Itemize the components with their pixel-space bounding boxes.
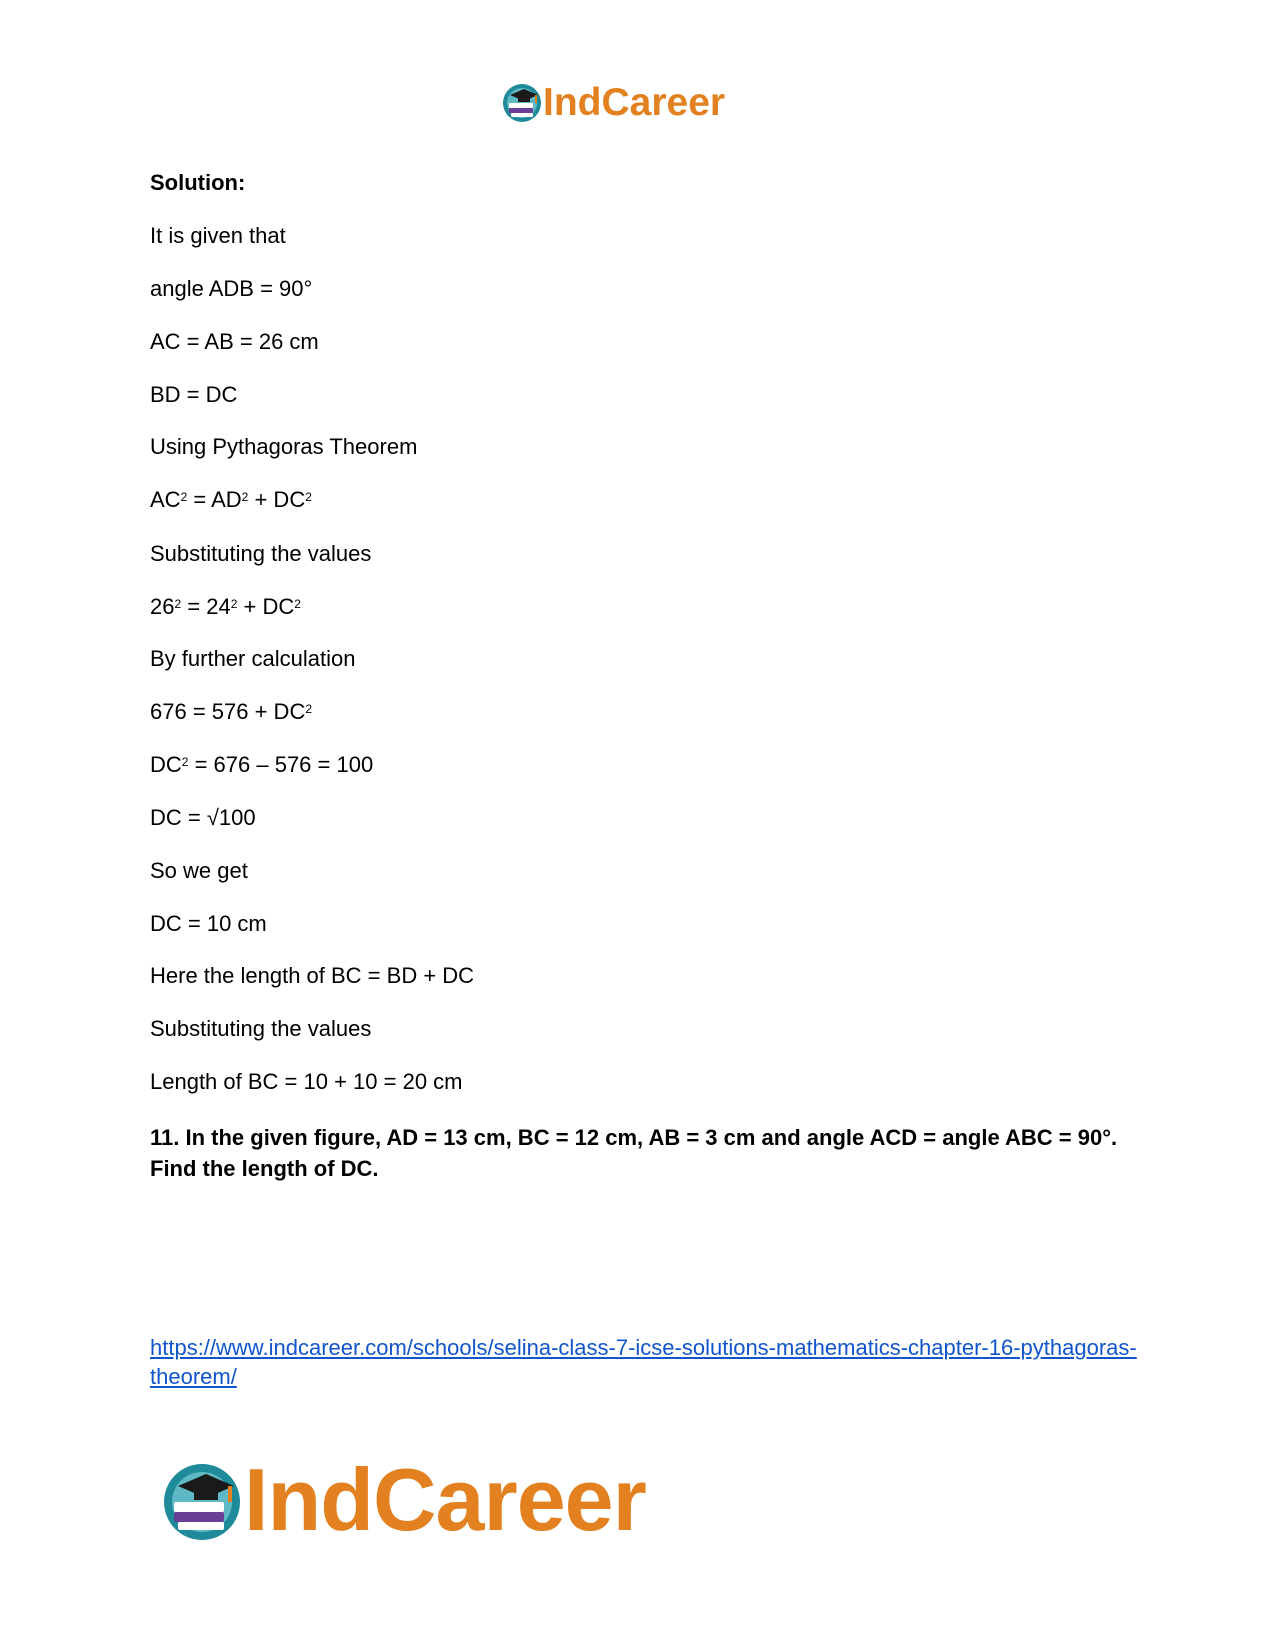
- text-line: Here the length of BC = BD + DC: [150, 963, 475, 988]
- eq-term: + DC: [237, 594, 295, 619]
- exponent: 2: [241, 490, 249, 504]
- exponent: 2: [230, 597, 238, 611]
- exponent: 2: [305, 702, 313, 716]
- equation-line: [150, 699, 312, 725]
- graduation-cap-book-globe-icon: [501, 81, 543, 123]
- text-line: AC = AB = 26 cm: [150, 329, 319, 354]
- text-line: Using Pythagoras Theorem: [150, 434, 418, 459]
- eq-term: = 676 – 576 = 100: [188, 752, 374, 777]
- eq-term: DC: [150, 752, 182, 777]
- indcareer-logo-top: [501, 78, 725, 126]
- eq-term: + DC: [248, 487, 306, 512]
- eq-term: = AD: [187, 487, 242, 512]
- exponent: 2: [174, 597, 182, 611]
- exponent: 2: [181, 755, 189, 769]
- eq-term: = 24: [181, 594, 231, 619]
- source-link[interactable]: https://www.indcareer.com/schools/selina-class-7-icse-solutions-mathematics-chapter-16-pythagoras-theorem/: [150, 1335, 1137, 1389]
- indcareer-logo-bottom: [160, 1450, 646, 1550]
- text-line: Substituting the values: [150, 541, 372, 566]
- text-line: DC = 10 cm: [150, 911, 267, 936]
- equation-line: [150, 752, 373, 778]
- text-line: BD = DC: [150, 382, 238, 407]
- text-line: DC = √100: [150, 805, 256, 830]
- text-line: So we get: [150, 858, 248, 883]
- eq-term: AC: [150, 487, 181, 512]
- eq-term: 676 = 576 + DC: [150, 699, 306, 724]
- solution-heading: Solution:: [150, 170, 246, 195]
- text-line: By further calculation: [150, 646, 356, 671]
- exponent: 2: [305, 490, 312, 504]
- equation-line: [150, 594, 301, 620]
- text-line: Length of BC = 10 + 10 = 20 cm: [150, 1069, 463, 1094]
- equation-line: [150, 487, 312, 513]
- text-line: Substituting the values: [150, 1016, 372, 1041]
- question-11: 11. In the given figure, AD = 13 cm, BC = 12 cm, AB = 3 cm and angle ACD = angle ABC = 90°. Find the length of DC.: [150, 1125, 1118, 1181]
- logo-text: IndCareer: [543, 80, 726, 124]
- text-line: angle ADB = 90°: [150, 276, 313, 301]
- logo-text: IndCareer: [244, 1450, 646, 1549]
- exponent: 2: [180, 490, 188, 504]
- exponent: 2: [294, 597, 301, 611]
- eq-term: 26: [150, 594, 175, 619]
- text-line: It is given that: [150, 223, 286, 248]
- graduation-cap-book-globe-icon: [160, 1458, 244, 1542]
